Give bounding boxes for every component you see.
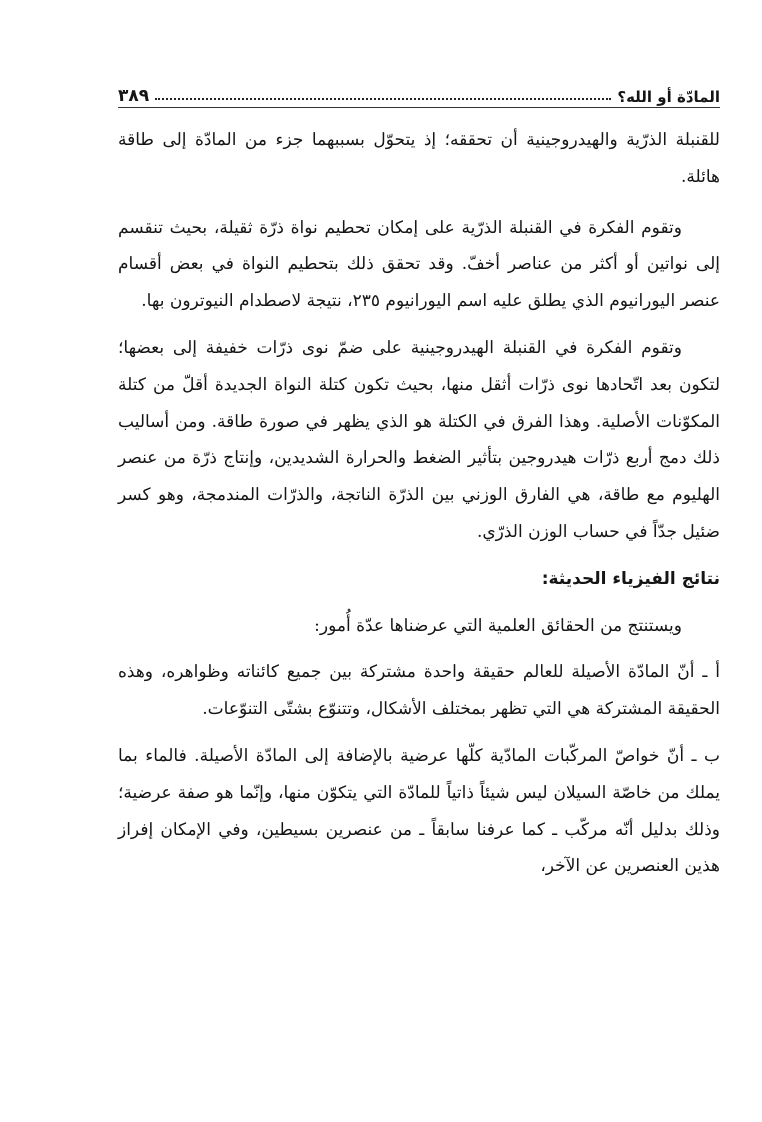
page-number: ٣٨٩ bbox=[118, 86, 150, 106]
paragraph-point-a: أ ـ أنّ المادّة الأصيلة للعالم حقيقة واحدة مشتركة بين جميع كائناته وظواهره، وهذه الحقيقة المشتركة هي التي تظهر بمختلف الأشكال، وتتنوّع بشتّى التنوّعات. bbox=[118, 662, 720, 720]
header-title: المادّة أو الله؟ bbox=[617, 88, 720, 106]
paragraph-atomic-bomb: وتقوم الفكرة في القنبلة الذرّية على إمكان تحطيم نواة ذرّة ثقيلة، بحيث تنقسم إلى نواتين أو أكثر من عناصر أخفّ. وقد تحقق ذلك بتحطيم النواة في بعض أقسام عنصر اليورانيوم الذي يطلق عليه اسم اليورانيوم ٢٣٥، نتيجة لاصطدام النيوترون بها. bbox=[118, 217, 720, 312]
paragraph-continuation: للقنبلة الذرّية والهيدروجينية أن تحققه؛ إذ يتحوّل بسببهما جزء من المادّة إلى طاقة هائلة. bbox=[118, 130, 720, 187]
paragraph-point-b: ب ـ أنّ خواصّ المركّبات المادّية كلّها عرضية بالإضافة إلى المادّة الأصيلة. فالماء بما يملك من خاصّة السيلان ليس شيئاً ذاتياً للمادّة التي يتكوّن منها، وإنّما هو صفة عرضية؛ وذلك بدليل أنّه مركّب ـ كما عرفنا سابقاً ـ من عنصرين بسيطين، وفي الإمكان إفراز هذين العنصرين عن الآخر، bbox=[118, 745, 720, 877]
section-heading: نتائج الفيزياء الحديثة: bbox=[541, 568, 720, 589]
header-dot-leader bbox=[155, 98, 611, 100]
running-header bbox=[118, 76, 720, 106]
page-body bbox=[118, 122, 720, 885]
paragraph-hydrogen-bomb: وتقوم الفكرة في القنبلة الهيدروجينية على ضمّ نوى ذرّات خفيفة إلى بعضها؛ لتكون بعد اتّحادها نوى ذرّات أثقل منها، بحيث تكون كتلة النواة الجديدة أقلّ من كتلة المكوّنات الأصلية. وهذا الفرق في الكتلة هو الذي يظهر في صورة طاقة. ومن أساليب ذلك دمج أربع ذرّات هيدروجين بتأثير الضغط والحرارة الشديدين، وإنتاج ذرّة من عنصر الهليوم مع طاقة، هي الفارق الوزني بين الذرّة الناتجة، والذرّات المندمجة، وهو كسر ضئيل جدّاً في حساب الوزن الذرّي. bbox=[118, 337, 720, 542]
header-rule bbox=[118, 107, 720, 108]
paragraph-conclusions-intro: ويستنتج من الحقائق العلمية التي عرضناها عدّة أُمور: bbox=[314, 615, 682, 636]
